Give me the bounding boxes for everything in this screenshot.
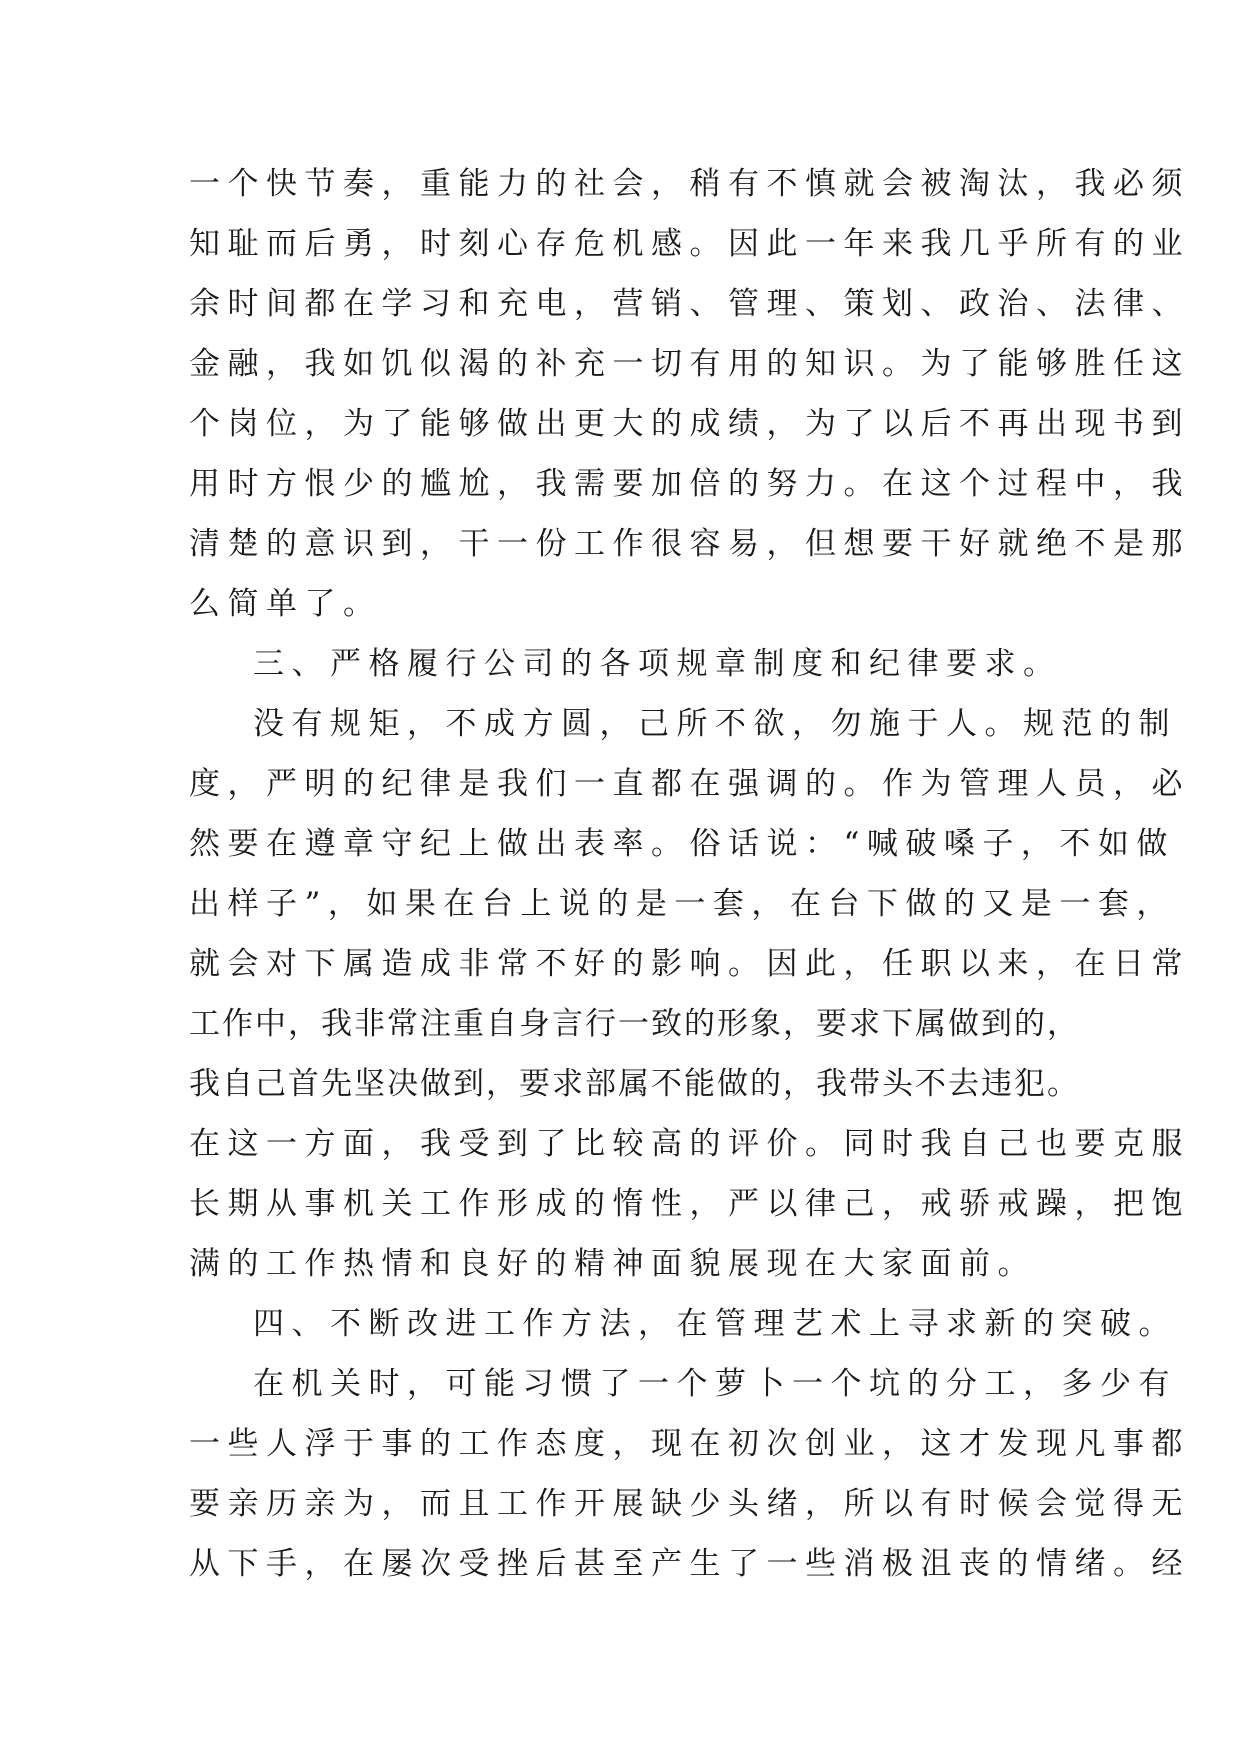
text-line: 金融，我如饥似渴的补充一切有用的知识。为了能够胜任这 xyxy=(189,346,1190,382)
section-heading-3: 三、严格履行公司的各项规章制度和纪律要求。 xyxy=(253,646,1062,682)
text-line: 在机关时，可能习惯了一个萝卜一个坑的分工，多少有 xyxy=(253,1366,1177,1402)
text-line: 就会对下属造成非常不好的影响。因此，任职以来，在日常 xyxy=(189,946,1190,982)
text-line: 用时方恨少的尴尬，我需要加倍的努力。在这个过程中，我 xyxy=(189,466,1190,502)
text-line: 从下手，在屡次受挫后甚至产生了一些消极沮丧的情绪。经 xyxy=(189,1546,1190,1582)
text-line: 么简单了。 xyxy=(189,586,382,622)
text-line: 长期从事机关工作形成的惰性，严以律己，戒骄戒躁，把饱 xyxy=(189,1186,1190,1222)
text-line: 度，严明的纪律是我们一直都在强调的。作为管理人员，必 xyxy=(189,766,1190,802)
text-line: 余时间都在学习和充电，营销、管理、策划、政治、法律、 xyxy=(189,286,1190,322)
text-line: 个岗位，为了能够做出更大的成绩，为了以后不再出现书到 xyxy=(189,406,1190,442)
text-line: 知耻而后勇，时刻心存危机感。因此一年来我几乎所有的业 xyxy=(189,226,1190,262)
text-line: 在这一方面，我受到了比较高的评价。同时我自己也要克服 xyxy=(189,1126,1190,1162)
document-body xyxy=(189,154,1190,1594)
text-line: 我自己首先坚决做到，要求部属不能做的，我带头不去违犯。 xyxy=(189,1066,1080,1102)
text-line: 清楚的意识到，干一份工作很容易，但想要干好就绝不是那 xyxy=(189,526,1190,562)
text-line: 满的工作热情和良好的精神面貌展现在大家面前。 xyxy=(189,1246,1036,1282)
text-line: 一个快节奏，重能力的社会，稍有不慎就会被淘汰，我必须 xyxy=(189,166,1190,202)
text-line: 出样子”，如果在台上说的是一套，在台下做的又是一套， xyxy=(189,886,1175,922)
text-line: 工作中，我非常注重自身言行一致的形象，要求下属做到的， xyxy=(189,1006,1080,1042)
text-line: 然要在遵章守纪上做出表率。俗话说：“喊破嗓子，不如做 xyxy=(189,826,1175,862)
text-line: 要亲历亲为，而且工作开展缺少头绪，所以有时候会觉得无 xyxy=(189,1486,1190,1522)
text-line: 一些人浮于事的工作态度，现在初次创业，这才发现凡事都 xyxy=(189,1426,1190,1462)
section-heading-4: 四、不断改进工作方法，在管理艺术上寻求新的突破。 xyxy=(253,1306,1177,1342)
text-line: 没有规矩，不成方圆，己所不欲，勿施于人。规范的制 xyxy=(253,706,1177,742)
